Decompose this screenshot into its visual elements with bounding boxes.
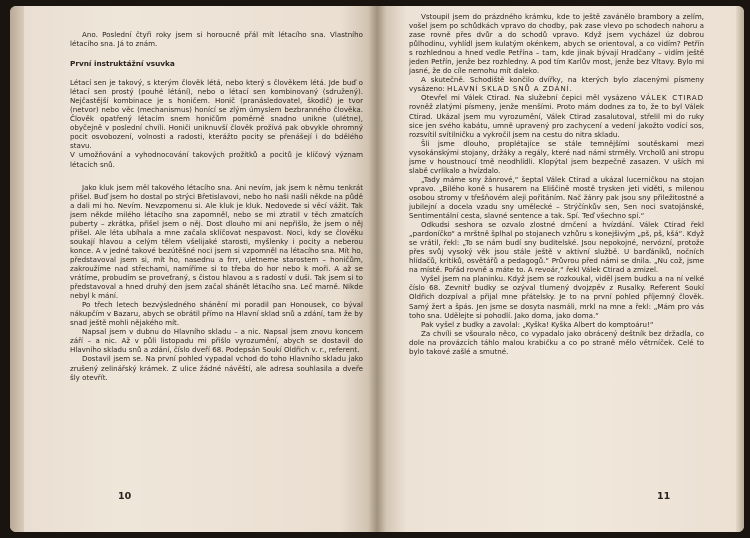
text-paragraph: Vstoupil jsem do prázdného krámku, kde to ještě zavánělo brambory a zelím, vošel jsem po schůdkách vpravo do chodby, pak zase vlevo po schodech nahoru a zase rovně přes dvůr a do schodů vpravo. Když jsem vycházel úz dobrou půlhodinu, vyhlídl jsem kulatým okénkem, abych se orientoval, a co vidím? Petřín s rozhlednou a hned vedle Petřína – tam, kde jinak bývají Hradčany – vidím ještě jeden Petřín, jenže bez rozhledny. A pod tím Karlův most, jenže bez Vltavy. Bylo mi jasné, že do cíle nemohu mít daleko. (409, 12, 704, 76)
text-paragraph (409, 93, 704, 138)
book-spread (10, 6, 744, 532)
text-paragraph: Odkudsi seshora se ozvalo zlostné drnčení a hvízdání. Válek Ctirad řekl „pardoníčko“ a mrštně šplhal po stojanech vzhůru s konejšivým „pš, pš, kšá“. Když se vrátil, řekl: „To se nám budí sny buditelské. Jsou nepokojné, nervózní, protože přes svůj vysoký věk jsou stále ještě v aktivní službě. U barďáníků, nočních hlídačů, kritiků, osvětářů a pedagogů.“ Průvrou před námi se dnila. „Nu což, jsme na místě. Pořád rovně a máte to. A revoár,“ řekl Válek Ctirad a zmizel. (409, 220, 704, 275)
right-page (377, 6, 744, 532)
story-paragraph: Po třech letech bezvýsledného shánění mi poradil pan Honousek, co býval nákupčím v Bazaru, abych se obrátil přímo na Hlavní sklad snů a zdání, tam že by snad ještě mohli nějakého mít. (70, 300, 363, 328)
text-paragraph: Pak vyšel z budky a zavolal: „Kyška! Kyška Albert do komptoáru!“ (421, 319, 654, 329)
cap-sign-text: VÁLEK CTIRAD (640, 93, 705, 103)
story-paragraph: Dostavil jsem se. Na první pohled vypadal vchod do toho Hlavního skladu jako zrušený zelinářský krámek. Z ulice žádné návěští, ale adresa souhlasila a dveře šly otevřít. (70, 354, 363, 382)
text-run: Otevřel mi Válek Ctirad. Na služební čepici měl vysázeno (421, 93, 637, 103)
text-run: rovněž zlatými písmeny, jenže menšími. Proto mám dodnes za to, že to byl Válek Ctirad. Ukázal jsem mu vyrozumění, Válek Ctirad zasalutoval, střelil mi do ruky sice jen svého kabátu, umně upravený pro zachycení a vedení jakožto vodící sos, rozsvítil svítilničku a vykročil jsem na cestu do nitra skladu. (409, 102, 704, 139)
text-paragraph: Za chvíli se všouralo něco, co vypadalo jako obrácený deštník bez držadla, co dole na provázcích táhlo malou krabičku a co po straně mělo větrníček. Celé to bylo takové zašlé a smutné. (409, 328, 704, 356)
intro-paragraph: Ano. Poslední čtyři roky jsem si horoucně přál mít létacího sna. Vlastního létacího sna. Já to znám. (70, 30, 363, 49)
door-sign-text: HLAVNÍ SKLAD SNŮ A ZDÁNÍ. (447, 84, 573, 94)
instruction-paragraph: Létací sen je takový, s kterým člověk létá, nebo který s člověkem létá. Jde buď o létací sen prostý (pouhé létání), nebo o létací sen kombinovaný (sdružený). Nejčastější kombinace je s honičem. Honič (pranásledovatel, škodič) je tvor (netvor) nebo věc (mechanismus) honící se zlým úmyslem bezbranného člověka. Člověk opatřený létacím snem honičům poměrně snadno unikne (ulétne), obyčejně v poslední chvíli. Honiči uniknuvší člověk prožívá pak obvykle ohromný pocit osvobození, volnosti a radosti, kterážto pocity se přenášejí i do bdělého stavu. (70, 78, 363, 151)
left-page-edge (10, 6, 24, 532)
text-paragraph: Vyšel jsem na planinku. Když jsem se rozkoukal, viděl jsem budku a na ní velké číslo 68. Zevnitř budky se ozýval tlumený dvojzpěv z Rusalky. Referent Soukí Oldřich dozpíval a přijal mne přátelsky. Je to na první pohled příjemný člověk. Samý žert a špás. Jen jsme se dosyta nasmáli, mrkl na mne a řekl: „Mám pro vás toho sna. Udělejte si pohodlí. Jako doma, jako doma.“ (409, 274, 704, 320)
page-number-right: 11 (657, 491, 671, 502)
story-paragraph: Napsal jsem v dubnu do Hlavního skladu – a nic. Napsal jsem znovu koncem září – a nic. Až v půli listopadu mi přišlo vyrozumění, abych se dostavil do Hlavního skladu snů a zdání, číslo dveří 68. Podepsán Soukí Oldřich v. r., referent. (70, 327, 363, 355)
section-heading: První instruktážní vsuvka (70, 59, 175, 69)
text-paragraph: „Tady máme sny žánrové,“ šeptal Válek Ctirad a ukázal lucerničkou na stojan vpravo. „Bílého koně s husarem na Eliščině mostě trysken jeti viděti, s milenou osobou stromy v třešňovém aleji pořitáním. Nač žánry pak jsou sny přiležitostné a jubilejní a docela vzadu sny umělecké – Strýčínkův sen, Sen noci svatojánské, Sentimentální cesta, slavné sentence a tak. Spí. Teď všechno spí.“ (409, 174, 704, 221)
left-page (10, 6, 377, 532)
right-page-edge (736, 6, 744, 532)
book-gutter (368, 6, 386, 532)
text-paragraph: Šli jsme dlouho, proplétajíce se stále temnějšími soutěskami mezi vysokánskými stojany, držáky a regály, které nad námi strměly. Vrcholů ani stropu jsme v houstnoucí tmě neodhlídli. Klopýtal jsem bezpečně zasazen. V uších mi slabě cvrlikalo a hvízdalo. (409, 138, 704, 175)
page-number-left: 10 (118, 491, 132, 502)
instruction-paragraph-end: V umožňování a vyhodnocování takových prožitků a pocitů je klíčový význam létacích snů. (70, 150, 363, 169)
text-paragraph (409, 75, 704, 93)
text-run: A skutečně. Schodiště končilo dvířky, na kterých bylo zlacenými písmeny vysázeno: (409, 75, 704, 94)
story-paragraph: Jako kluk jsem měl takového létacího sna. Ani nevím, jak jsem k němu tenkrát přišel. Buď jsem ho dostal po strýci Břetislavovi, nebo ho naši našli někde na půdě a dali mi ho. Nevím. Nevzpomenu si. Ale kluk je kluk. Nedovede si věcí vážit. Tak jsem někde milého létacího sna zapomněl, nebo se mi ztratil v těch zmatcích puberty – zkrátka, přišel jsem o něj. Dost dlouho mi ani nepřišlo, že jsem o něj přišel. Ale léta ubíhala a mne začala sklíčovat nespavost. Noci, kdy se člověku soukají hlavou a celým tělem všelijaké starosti, myšlenky i pocity a neberou konce. A v jedné takové bezútěšné noci jsem si vzpomněl na létacího sna. Mít ho, představoval jsem si, mít ho, nasednu a frrr, uletneme starostem – honičům, zakroužíme nad střechami, namíříme si to třeba do hor nebo k moři. A až se vrátíme, probudím se proveťraný, s čistou hlavou a s radostí v duši. Tak jsem si to představoval a hned druhý den jsem začal shánět létacího sna. Leč marně. Nikde nebyl k mání. (70, 182, 363, 301)
